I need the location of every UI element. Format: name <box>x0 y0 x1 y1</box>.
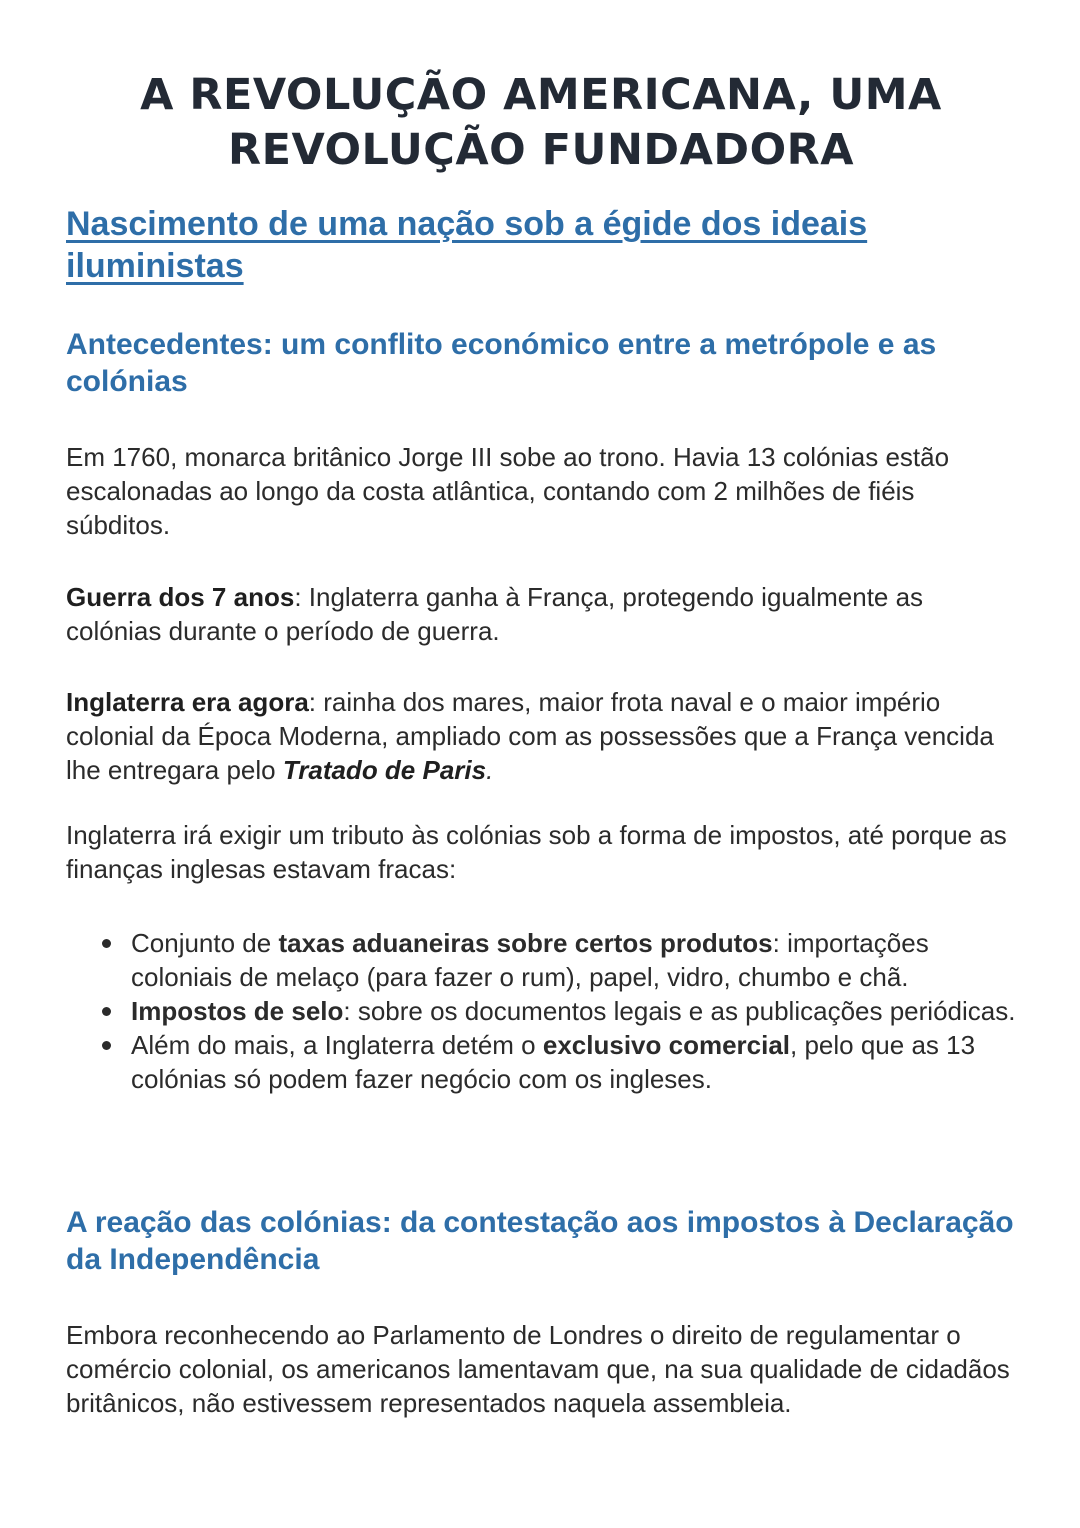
bold-term: Inglaterra era agora <box>66 687 309 717</box>
bold-term: Impostos de selo <box>131 996 344 1026</box>
bullet-list-impostos <box>66 926 1020 1096</box>
bullet-icon <box>102 1007 111 1016</box>
italic-term: Tratado de Paris <box>282 755 487 785</box>
list-item: Além do mais, a Inglaterra detém o exclusivo comercial, pelo que as 13 colónias só podem fazer negócio com os ingleses. <box>66 1028 1020 1096</box>
bullet-icon <box>102 1041 111 1050</box>
page-title: A REVOLUÇÃO AMERICANA, UMA REVOLUÇÃO FUNDADORA <box>140 70 942 175</box>
bold-term: taxas aduaneiras sobre certos produtos <box>278 928 773 958</box>
paragraph-inglaterra-agora <box>66 685 1016 787</box>
bold-term: exclusivo comercial <box>542 1030 791 1060</box>
section-title: Nascimento de uma nação sob a égide dos ideais iluministas <box>66 205 868 285</box>
paragraph-guerra-7-anos <box>66 580 1016 648</box>
paragraph-text: : rainha dos mares, maior frota naval e o maior império colonial da Época Moderna, ampliado com as possessões que a França vencida lhe entregara pelo <box>66 687 994 785</box>
list-item: Impostos de selo: sobre os documentos legais e as publicações periódicas. <box>66 994 1020 1028</box>
list-item: Conjunto de taxas aduaneiras sobre certos produtos: importações coloniais de melaço (para fazer o rum), papel, vidro, chumbo e chã. <box>66 926 1020 994</box>
paragraph-jorge-iii: Em 1760, monarca britânico Jorge III sobe ao trono. Havia 13 colónias estão escalonadas ao longo da costa atlântica, contando com 2 milhões de fiéis súbditos. <box>66 442 950 540</box>
paragraph-parlamento: Embora reconhecendo ao Parlamento de Londres o direito de regulamentar o comércio colonial, os americanos lamentavam que, na sua qualidade de cidadãos britânicos, não estivessem representados naquela assembleia. <box>66 1320 1010 1418</box>
subsection-title-antecedentes: Antecedentes: um conflito económico entre a metrópole e as colónias <box>66 328 937 398</box>
bold-term: Guerra dos 7 anos <box>66 582 295 612</box>
bullet-icon <box>102 939 111 948</box>
subsection-title-reacao: A reação das colónias: da contestação aos impostos à Declaração da Independência <box>66 1206 1014 1276</box>
paragraph-tributo: Inglaterra irá exigir um tributo às colónias sob a forma de impostos, até porque as finanças inglesas estavam fracas: <box>66 820 1007 884</box>
paragraph-text: : Inglaterra ganha à França, protegendo igualmente as colónias durante o período de guerra. <box>66 582 924 646</box>
paragraph-end: . <box>486 755 494 785</box>
